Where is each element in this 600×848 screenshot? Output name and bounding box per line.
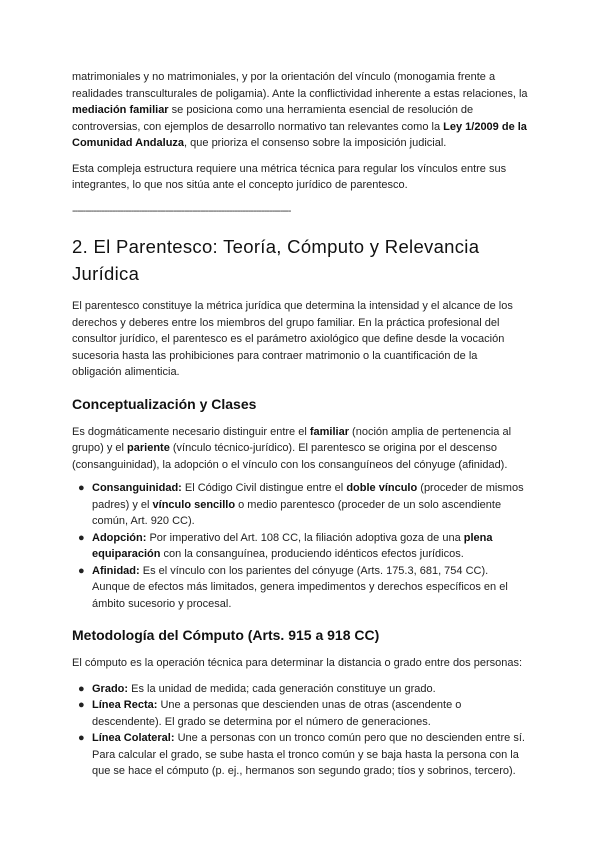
mediacion-familiar-term: mediación familiar (72, 104, 169, 116)
bullet-icon: ● (78, 531, 85, 544)
subsection-heading-conceptualizacion: Conceptualización y Clases (72, 395, 257, 412)
separator-line: ---------------------------------------------------------------------------------- (72, 204, 291, 217)
item-text: Es el vínculo con los parientes del cónyuge (Arts. 175.3, 681, 754 CC). Aunque de efectos más limitados, genera impedimentos y derechos específicos en el ámbito sucesorio y procesal. (92, 564, 508, 610)
item-text: Por imperativo del Art. 108 CC, la filiación adoptiva goza de una (146, 531, 464, 544)
item-text: Es la unidad de medida; cada generación constituye un grado. (128, 682, 436, 695)
list-item-linea-colateral (72, 730, 528, 780)
bullet-icon: ● (78, 732, 85, 744)
bullet-icon: ● (78, 482, 85, 494)
item-text: con la consanguínea, produciendo idénticos efectos jurídicos. (160, 548, 464, 560)
transition-paragraph: Esta compleja estructura requiere una métrica técnica para regular los vínculos entre sus integrantes, lo que nos sitúa ante el concepto jurídico de parentesco. (72, 162, 507, 191)
bullet-icon: ● (78, 564, 85, 577)
concept-text: (vínculo técnico-jurídico). El parentesco se origina por el descenso (consanguinidad), la adopción o el vínculo con los consanguíneos del cónyuge (afinidad). (72, 442, 508, 471)
item-term: Consanguinidad: (92, 482, 182, 494)
item-text: Une a personas con un tronco común pero que no descienden entre sí. Para calcular el grado, se sube hasta el tronco común y se baja hasta la persona con la que se hace el cómputo (p. ej., hermanos son segundo grado; tíos y sobrinos, tercero). (92, 732, 525, 777)
item-text: El Código Civil distingue entre el (181, 482, 347, 494)
familiar-term: familiar (309, 425, 349, 438)
intro-paragraph (72, 69, 528, 152)
item-term: Afinidad: (92, 564, 140, 577)
item-text: (proceder de mismos padres) y el (92, 482, 524, 511)
intro-text: se posiciona como una herramienta esencial de resolución de controversias, con ejemplos de desarrollo normativo tan relevantes como la (72, 104, 474, 133)
clases-list (72, 480, 528, 612)
item-text: o medio parentesco (proceder de un solo ascendiente común, Art. 920 CC). (92, 498, 502, 527)
method-paragraph: El cómputo es la operación técnica para determinar la distancia o grado entre dos personas: (72, 657, 523, 669)
document-page (72, 69, 528, 780)
list-item-consanguinidad (72, 480, 528, 530)
intro-text: , que prioriza el consenso sobre la imposición judicial. (184, 137, 447, 149)
pariente-term: pariente (127, 442, 170, 454)
item-term: Grado: (92, 682, 129, 695)
item-term: Línea Colateral: (92, 732, 175, 744)
concept-text: (noción amplia de pertenencia al grupo) y el (72, 425, 512, 454)
bullet-icon: ● (78, 682, 85, 695)
ley-andaluza-term: Ley 1/2009 de la Comunidad Andaluza (72, 120, 527, 149)
concept-paragraph (72, 424, 528, 474)
item-bold: vínculo sencillo (152, 498, 236, 511)
concept-text: Es dogmáticamente necesario distinguir entre el (72, 425, 310, 438)
parentesco-paragraph: El parentesco constituye la métrica jurídica que determina la intensidad y el alcance de los derechos y deberes entre los miembros del grupo familiar. En la práctica profesional del consultor jurídico, el parentesco es el parámetro axiológico que define desde la vocación sucesoria hasta las prohibiciones para contraer matrimonio o la cuantificación de la obligación alimenticia. (72, 300, 513, 378)
list-item-linea-recta (72, 697, 528, 730)
item-term: Adopción: (92, 531, 147, 544)
list-item-adopcion (72, 530, 528, 563)
section-heading: 2. El Parentesco: Teoría, Cómputo y Relevancia Jurídica (72, 236, 480, 284)
computo-list (72, 681, 528, 780)
list-item-grado (72, 681, 528, 698)
subsection-heading-metodologia: Metodología del Cómputo (Arts. 915 a 918 CC) (72, 627, 380, 643)
item-text: Une a personas que descienden unas de otras (ascendente o descendente). El grado se determina por el número de generaciones. (92, 699, 462, 728)
item-term: Línea Recta: (92, 699, 158, 711)
intro-text: matrimoniales y no matrimoniales, y por la orientación del vínculo (monogamia frente a realidades transculturales de poligamia). Ante la conflictividad inherente a estas relaciones, la (72, 71, 528, 100)
item-bold: plena equiparación (92, 531, 493, 560)
bullet-icon: ● (78, 699, 85, 711)
list-item-afinidad (72, 563, 528, 613)
item-bold: doble vínculo (346, 482, 418, 494)
